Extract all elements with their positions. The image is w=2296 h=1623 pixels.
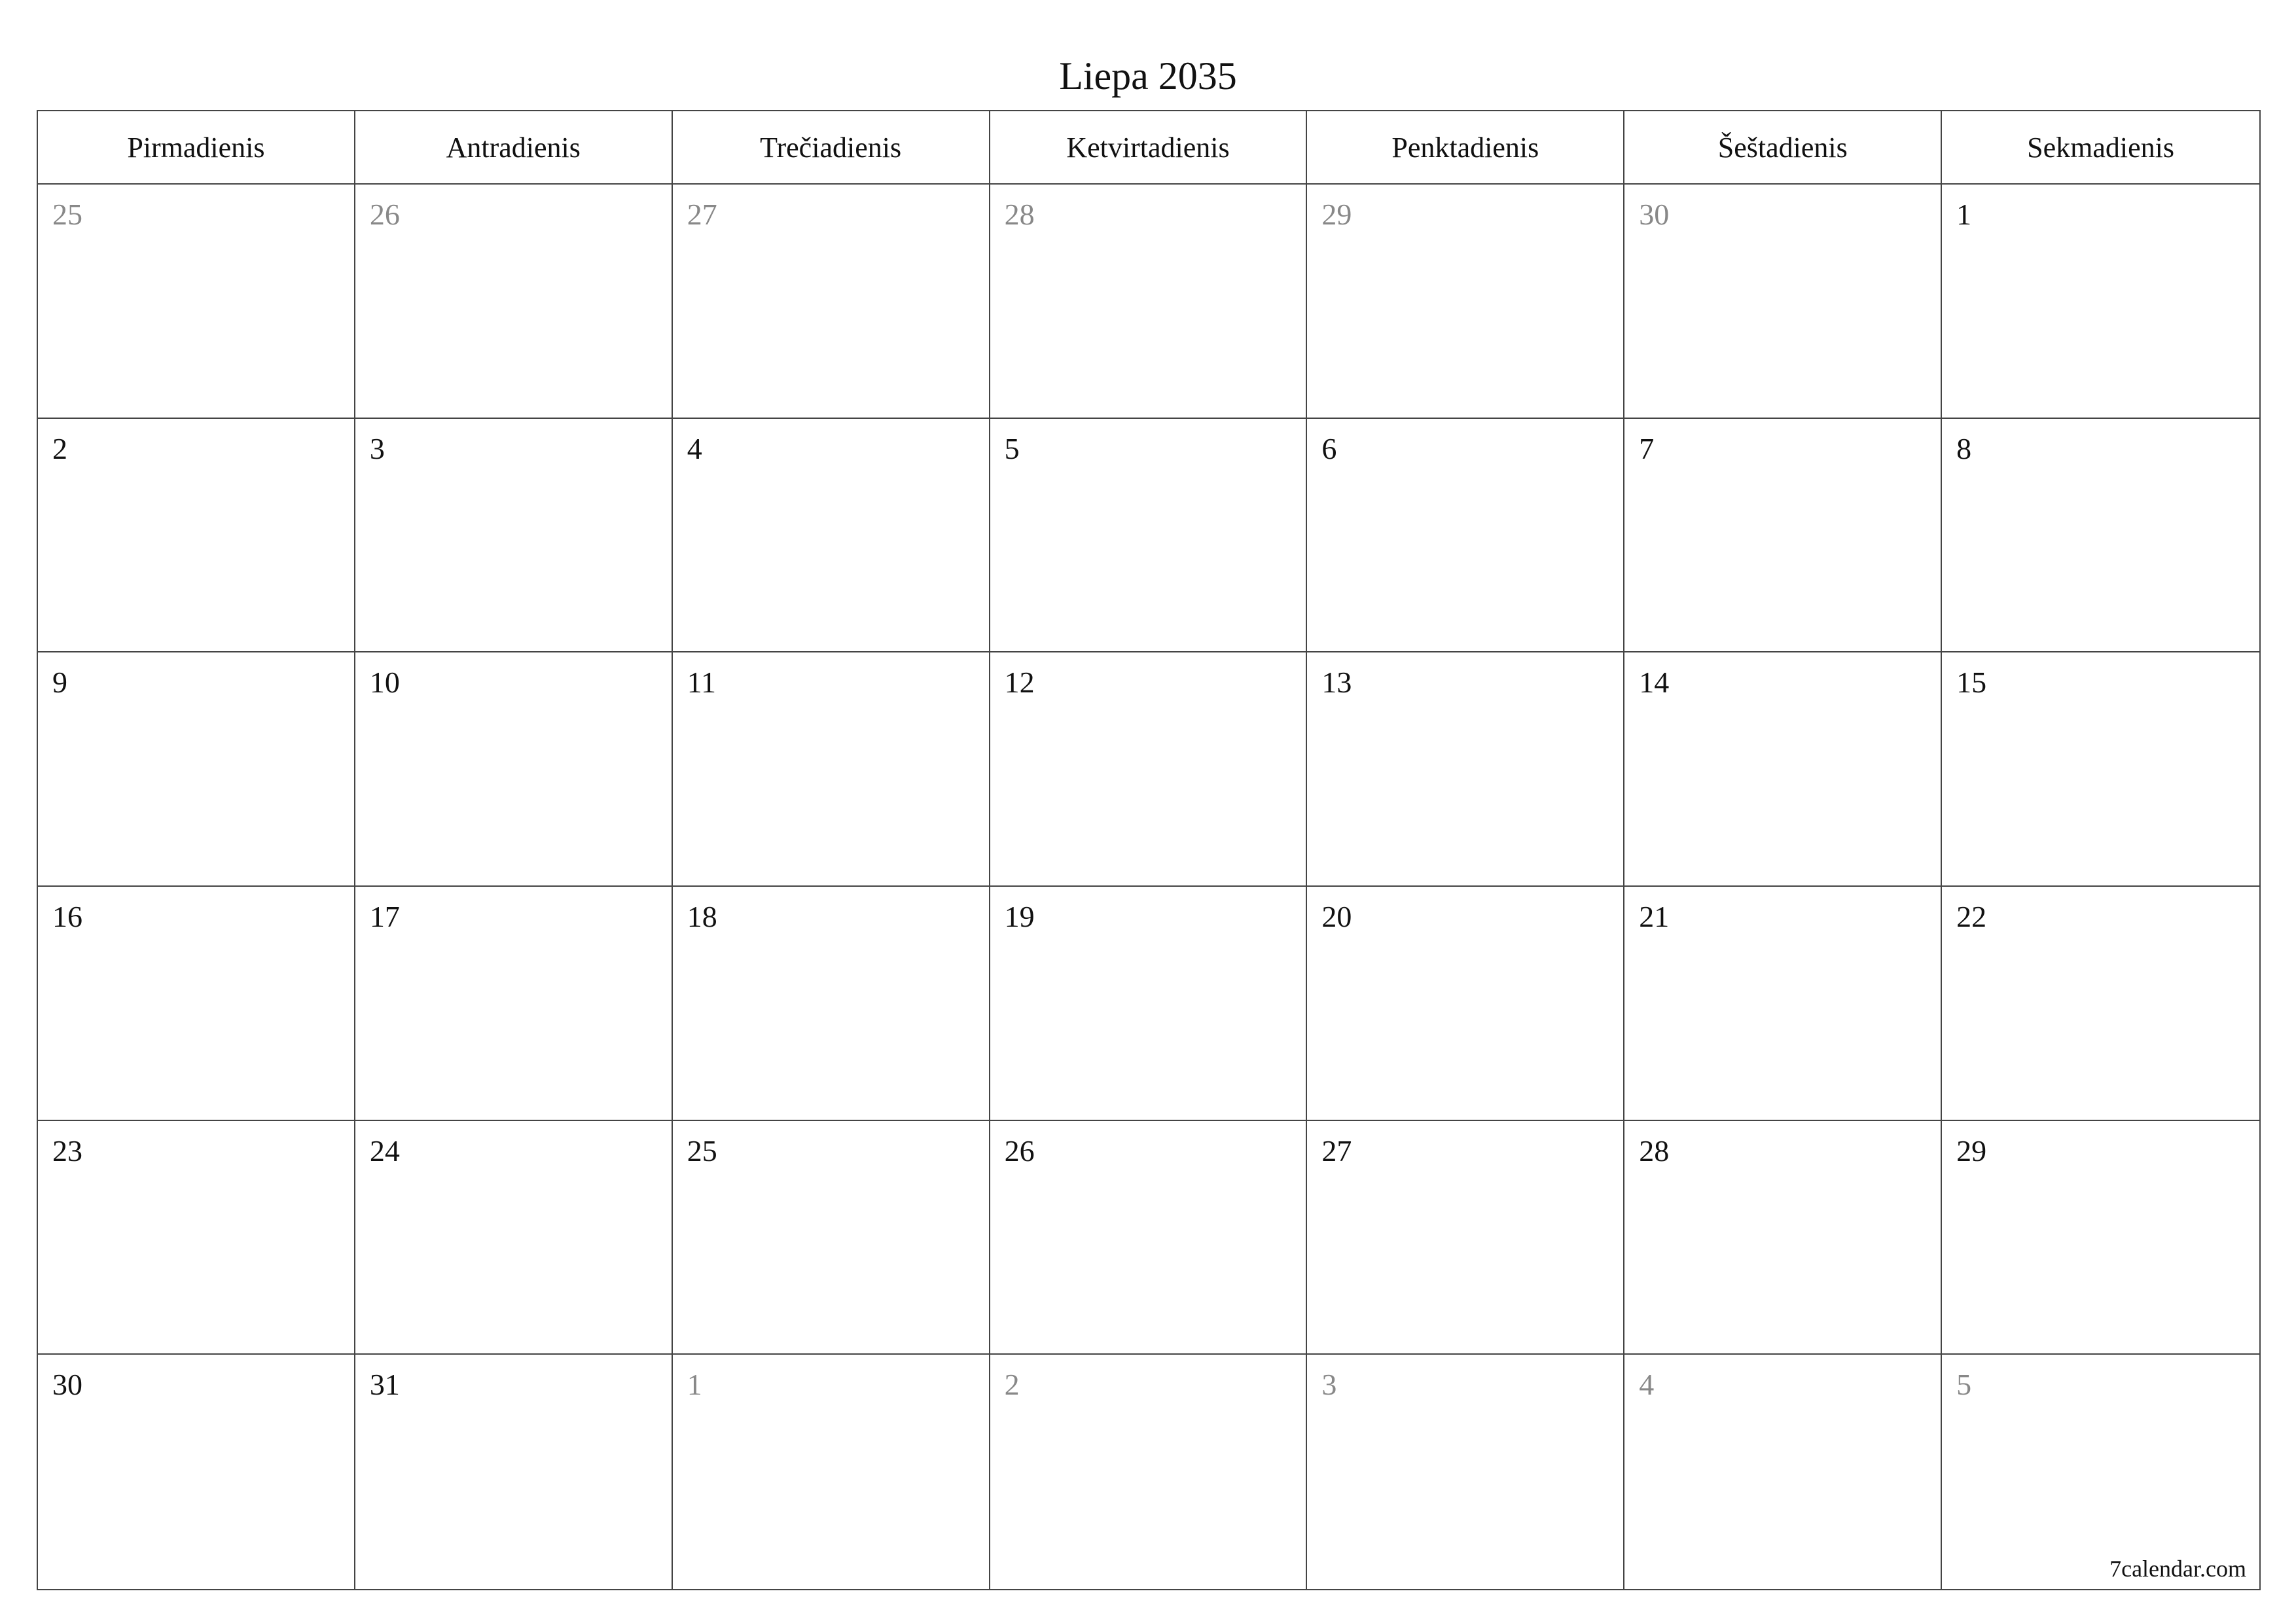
day-number: 9	[52, 666, 67, 700]
weekday-header: Pirmadienis	[38, 111, 355, 185]
day-cell[interactable]	[1942, 1355, 2259, 1589]
day-cell[interactable]	[355, 419, 673, 653]
day-number: 31	[369, 1368, 400, 1402]
site-credit: 7calendar.com	[2109, 1555, 2246, 1582]
day-cell[interactable]	[1624, 1121, 1942, 1355]
weekday-header: Trečiadienis	[673, 111, 990, 185]
day-number: 3	[1321, 1368, 1337, 1402]
day-cell[interactable]	[38, 1355, 355, 1589]
day-cell[interactable]	[1942, 1121, 2259, 1355]
weekday-header: Antradienis	[355, 111, 673, 185]
day-cell[interactable]	[1307, 419, 1624, 653]
day-number: 26	[369, 198, 400, 231]
day-cell[interactable]	[673, 185, 990, 419]
day-cell[interactable]	[38, 185, 355, 419]
day-number: 4	[1639, 1368, 1655, 1402]
day-number: 4	[687, 431, 702, 465]
calendar-title: Liepa 2035	[1059, 54, 1237, 98]
day-number: 28	[1004, 198, 1035, 231]
day-cell[interactable]	[1307, 652, 1624, 887]
day-number: 24	[369, 1133, 400, 1168]
day-cell[interactable]	[38, 887, 355, 1121]
day-cell[interactable]	[1942, 419, 2259, 653]
day-number: 15	[1956, 666, 1987, 700]
day-number: 28	[1639, 1133, 1670, 1168]
day-cell[interactable]	[1307, 1121, 1624, 1355]
weekday-header: Ketvirtadienis	[990, 111, 1308, 185]
day-cell[interactable]	[1624, 652, 1942, 887]
day-number: 19	[1004, 899, 1035, 933]
day-number: 29	[1956, 1133, 1987, 1168]
day-number: 14	[1639, 666, 1670, 700]
day-number: 5	[1004, 431, 1020, 465]
day-number: 11	[687, 666, 716, 700]
day-cell[interactable]	[990, 1355, 1308, 1589]
day-number: 12	[1004, 666, 1035, 700]
day-cell[interactable]	[1307, 887, 1624, 1121]
day-number: 7	[1639, 431, 1655, 465]
calendar-grid	[37, 110, 2261, 1590]
day-cell[interactable]	[38, 419, 355, 653]
day-cell[interactable]	[673, 887, 990, 1121]
day-cell[interactable]	[990, 652, 1308, 887]
day-cell[interactable]	[673, 1355, 990, 1589]
day-number: 21	[1639, 899, 1670, 933]
day-number: 30	[52, 1368, 82, 1402]
day-number: 17	[369, 899, 400, 933]
day-cell[interactable]	[990, 887, 1308, 1121]
day-number: 5	[1956, 1368, 1972, 1402]
day-number: 10	[369, 666, 400, 700]
day-cell[interactable]	[38, 1121, 355, 1355]
day-number: 16	[52, 899, 82, 933]
day-number: 1	[687, 1368, 702, 1402]
day-number: 25	[687, 1133, 717, 1168]
day-cell[interactable]	[355, 1355, 673, 1589]
day-cell[interactable]	[355, 1121, 673, 1355]
weekday-header: Sekmadienis	[1942, 111, 2259, 185]
day-number: 13	[1321, 666, 1352, 700]
weekday-header: Šeštadienis	[1624, 111, 1942, 185]
day-number: 27	[687, 198, 717, 231]
weekday-header: Penktadienis	[1307, 111, 1624, 185]
day-cell[interactable]	[1624, 419, 1942, 653]
day-number: 26	[1004, 1133, 1035, 1168]
day-number: 20	[1321, 899, 1352, 933]
day-cell[interactable]	[1307, 185, 1624, 419]
day-number: 8	[1956, 431, 1972, 465]
day-number: 22	[1956, 899, 1987, 933]
day-cell[interactable]	[1624, 1355, 1942, 1589]
day-cell[interactable]	[1624, 887, 1942, 1121]
day-cell[interactable]	[673, 652, 990, 887]
day-number: 1	[1956, 198, 1972, 231]
day-number: 23	[52, 1133, 82, 1168]
day-cell[interactable]	[990, 185, 1308, 419]
day-cell[interactable]	[38, 652, 355, 887]
day-cell[interactable]	[673, 419, 990, 653]
day-number: 29	[1321, 198, 1352, 231]
day-cell[interactable]	[355, 185, 673, 419]
day-number: 18	[687, 899, 717, 933]
day-cell[interactable]	[1942, 185, 2259, 419]
day-cell[interactable]	[990, 419, 1308, 653]
day-cell[interactable]	[355, 652, 673, 887]
day-number: 2	[1004, 1368, 1020, 1402]
day-cell[interactable]	[1942, 652, 2259, 887]
day-cell[interactable]	[990, 1121, 1308, 1355]
day-cell[interactable]	[1942, 887, 2259, 1121]
day-cell[interactable]	[673, 1121, 990, 1355]
day-number: 2	[52, 431, 67, 465]
day-number: 27	[1321, 1133, 1352, 1168]
day-cell[interactable]	[1624, 185, 1942, 419]
day-number: 6	[1321, 431, 1337, 465]
day-cell[interactable]	[1307, 1355, 1624, 1589]
day-number: 30	[1639, 198, 1670, 231]
day-number: 3	[369, 431, 385, 465]
day-cell[interactable]	[355, 887, 673, 1121]
day-number: 25	[52, 198, 82, 231]
